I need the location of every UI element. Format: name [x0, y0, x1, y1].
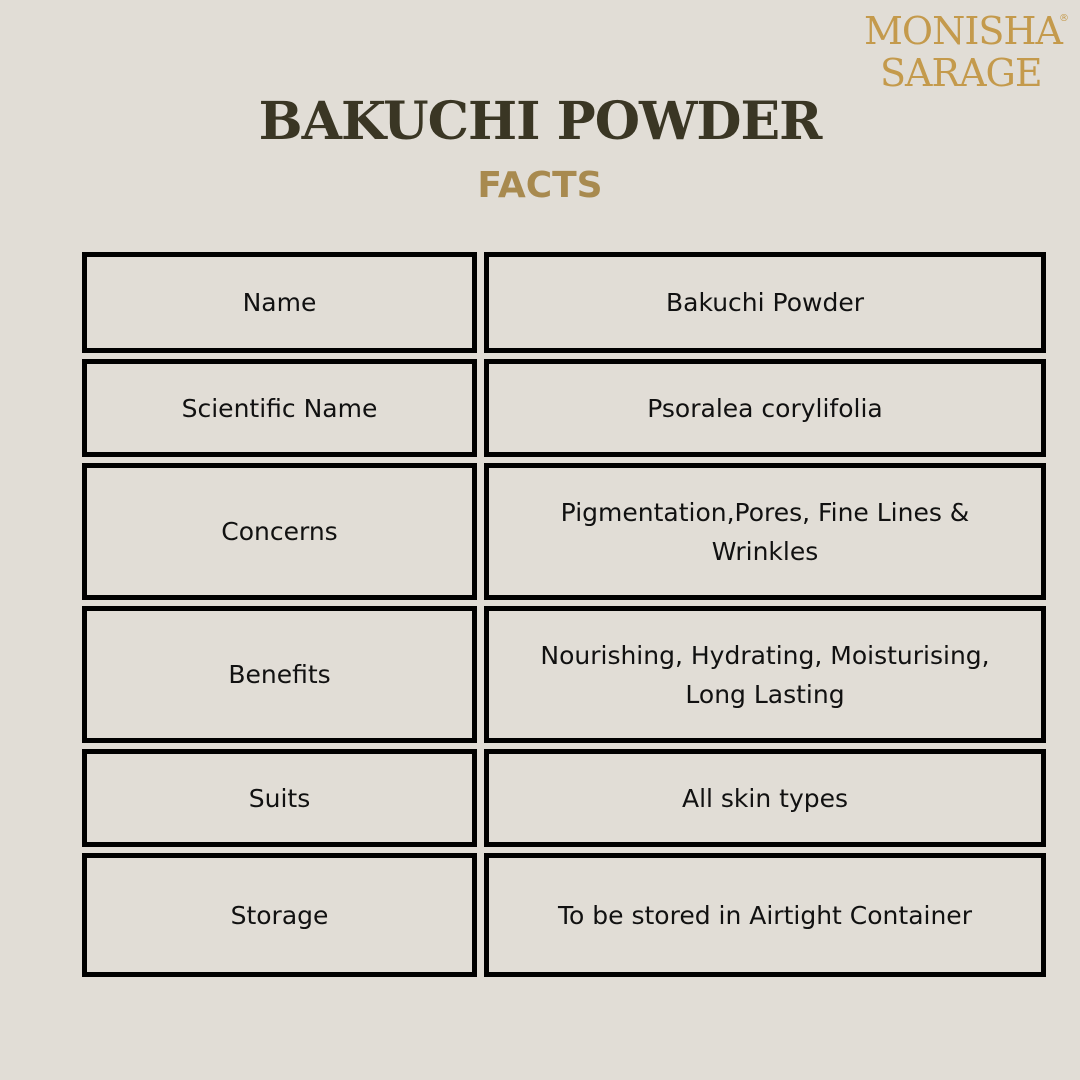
- fact-label-scientific-name: [82, 359, 477, 457]
- fact-label-text: Benefits: [228, 660, 331, 689]
- fact-value-text: Bakuchi Powder: [666, 288, 864, 317]
- fact-label-name: [82, 252, 477, 353]
- fact-value-text: Psoralea corylifolia: [647, 393, 883, 423]
- page-subtitle: FACTS: [477, 165, 603, 206]
- fact-label-concerns: [82, 463, 477, 600]
- registered-mark: ®: [1059, 13, 1069, 24]
- fact-value-suits: [484, 749, 1046, 847]
- fact-label-text: Name: [242, 288, 317, 317]
- fact-label-benefits: [82, 606, 477, 743]
- fact-value-storage: [484, 853, 1046, 977]
- fact-label-storage: [82, 853, 477, 977]
- fact-label-text: Concerns: [221, 517, 338, 546]
- fact-value-benefits: [484, 606, 1046, 743]
- fact-value-scientific-name: [484, 359, 1046, 457]
- brand-name-line-1: MONISHA: [864, 9, 1062, 53]
- brand-logo: [860, 8, 1070, 98]
- fact-value-text: Nourishing, Hydrating, Moisturising, Long Lasting: [540, 640, 990, 709]
- fact-value-text: All skin types: [681, 783, 849, 813]
- fact-label-suits: [82, 749, 477, 847]
- brand-name-line-2: SARAGE: [880, 51, 1042, 95]
- fact-value-name: [484, 252, 1046, 353]
- fact-value-concerns: [484, 463, 1046, 600]
- fact-label-text: Suits: [248, 783, 311, 813]
- page-title: BAKUCHI POWDER: [258, 91, 822, 152]
- fact-value-text: To be stored in Airtight Container: [558, 900, 972, 930]
- fact-value-text: Pigmentation,Pores, Fine Lines & Wrinkles: [560, 497, 970, 566]
- fact-label-text: Storage: [230, 900, 329, 930]
- fact-label-text: Scientific Name: [181, 393, 378, 423]
